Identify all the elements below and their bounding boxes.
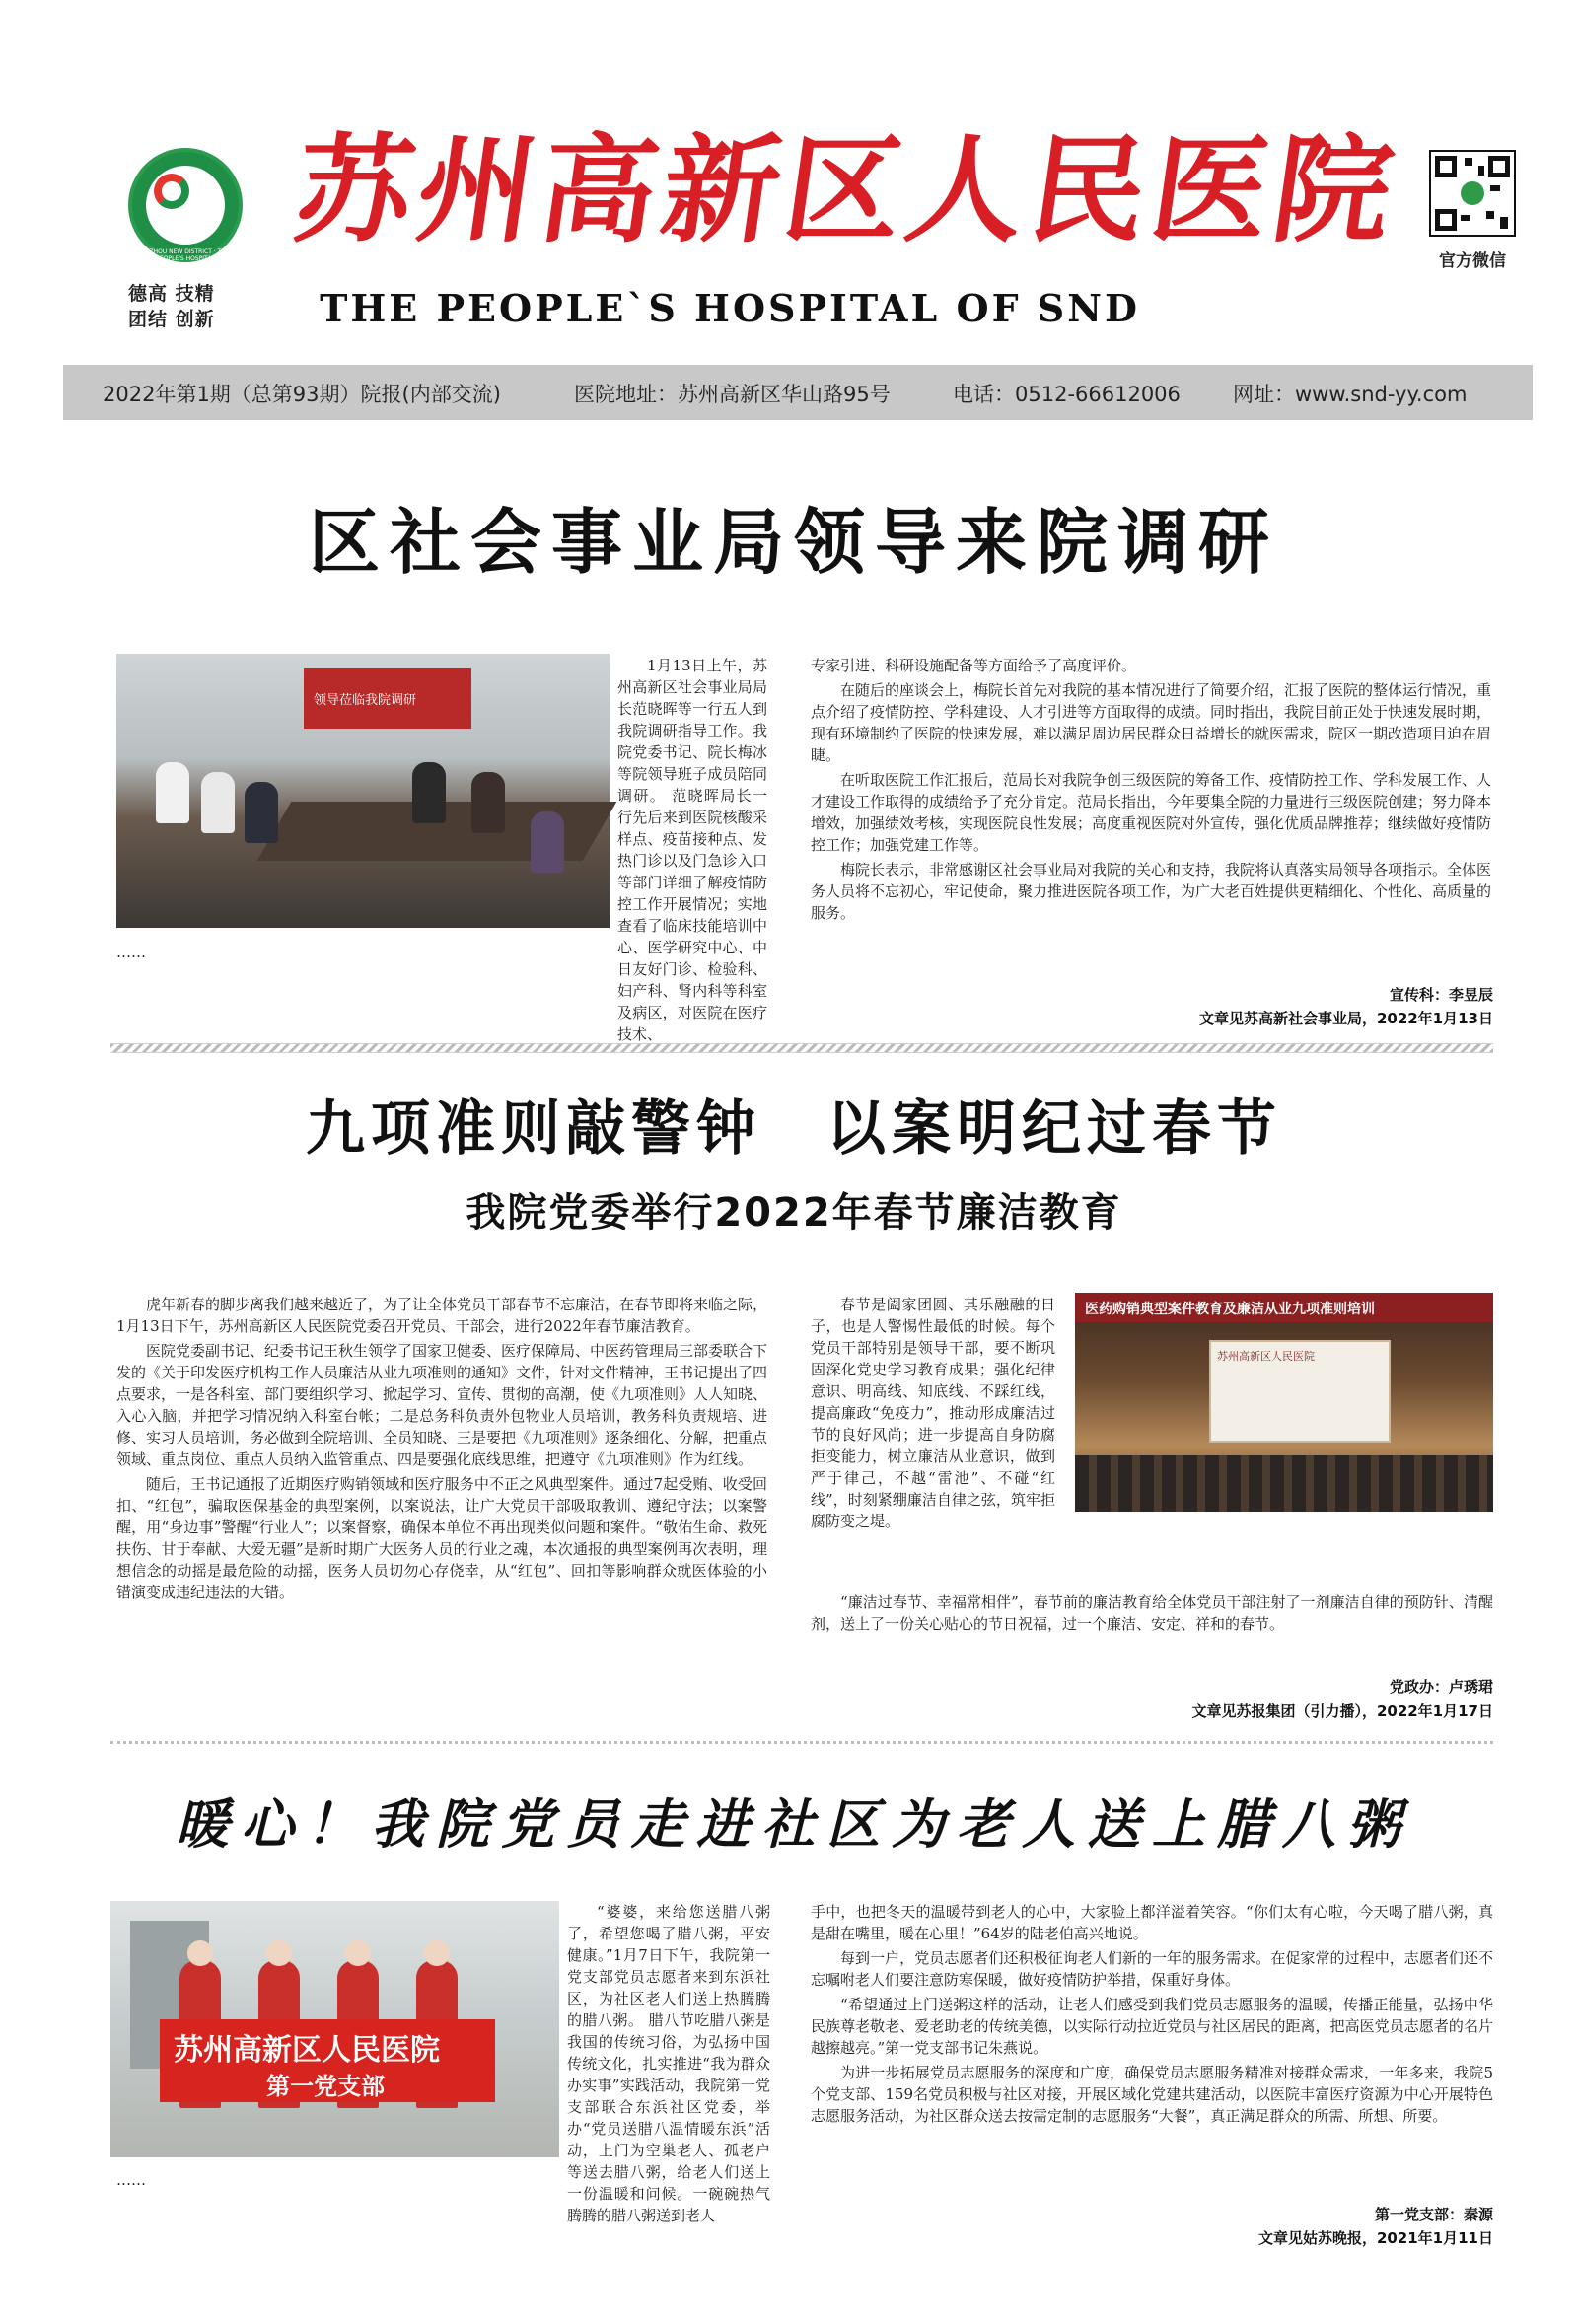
article3-headline: 暖心！我院党员走进社区为老人送上腊八粥 xyxy=(176,1793,1412,1856)
article3-side-text: “婆婆，来给您送腊八粥了，希望您喝了腊八粥，平安健康。”1月7日下午，我院第一党支部党员志愿者来到东浜社区，为社区老人们送上热腾腾的腊八粥。 腊八节吃腊八粥是我国的传统习俗，为弘扬中国传统文化，扎实推进“我为群众办实事”实践活动，我院第一党支部联合东浜社区党委，举办“党员送腊八温情暖东浜”活动，上门为空巢老人、孤老户等送去腊八粥，给老人们送上一份温暖和问候。一碗碗热气腾腾的腊八粥送到老人 xyxy=(567,1903,770,2224)
hospital-logo xyxy=(128,148,243,262)
logo-emblem-icon xyxy=(154,174,189,209)
article3-column-2: 手中，也把冬天的温暖带到老人的心中，大家脸上都洋溢着笑容。“你们太有心啦，今天喝了腊八粥，真是甜在嘴里，暖在心里！”64岁的陆老伯高兴地说。 每到一户，党员志愿者们还积极征询老人们新的一年的服务需求。在促家常的过程中，志愿者们还不忘嘱咐老人们要注意防寒保暖，做好疫情防护举措，保重好身体。 “希望通过上门送粥这样的活动，让老人们感受到我们党员志愿服务的温暖，传播正能量，弘扬中华民族尊老敬老、爱老助老的传统美德，以实际行动拉近党员与社区居民的距离，把高医党员志愿者的名片越擦越亮。”第一党支部书记朱燕说。 为进一步拓展党员志愿服务的深度和广度，确保党员志愿服务精准对接群众需求，一年多来，我院5个党支部、159名党员积极与社区对接，开展区域化党建共建活动，以医院丰富医疗资源为中心开展特色志愿服务活动，为社区群众送去按需定制的志愿服务“大餐”，真正满足群众的所需、所想、所要。 xyxy=(811,1903,1493,2125)
newspaper-title: 苏州高新区人民医院 xyxy=(286,121,1407,258)
presentation-slide: 苏州高新区人民医院 xyxy=(1209,1340,1391,1443)
article2-source: 文章见苏报集团（引力播），2022年1月17日 xyxy=(1191,1702,1493,1720)
motto-line-2: 团结 创新 xyxy=(128,309,215,330)
article1-author: 宣传科：李昱辰 xyxy=(1389,986,1493,1004)
article3-source: 文章见姑苏晚报，2021年1月11日 xyxy=(1257,2229,1493,2247)
article2-side-text: 春节是阖家团圆、其乐融融的日子，也是人警惕性最低的时候。每个党员干部特别是领导干部，要不断巩固深化党史学习教育成果；强化纪律意识、明高线、知底线、不踩红线，提高廉政“免疫力”，推动形成廉洁过节的良好风尚；进一步提高自身防腐拒变能力，树立廉洁从业意识，做到严于律己，不越“雷池”、不碰“红线”，时刻紧绷廉洁自律之弦，筑牢拒腐防变之堤。 xyxy=(811,1296,1055,1530)
article3-continued-note: …… xyxy=(116,2171,146,2189)
hospital-motto xyxy=(128,281,256,332)
wechat-qr-code-icon[interactable] xyxy=(1429,150,1516,237)
article2-author: 党政办：卢琇珺 xyxy=(1389,1678,1493,1696)
hospital-address: 医院地址：苏州高新区华山路95号 xyxy=(574,383,891,406)
hospital-website[interactable]: 网址：www.snd-yy.com xyxy=(1233,383,1468,406)
qr-label: 官方微信 xyxy=(1439,251,1506,271)
article1-side-text: 1月13日上午，苏州高新区社会事业局局长范晓晖等一行五人到我院调研指导工作。我院党委书记、院长梅冰等院领导班子成员陪同调研。 范晓晖局长一行先后来到医院核酸采样点、疫苗接种点、发热门诊以及门急诊入口等部门详细了解疫情防控工作开展情况；实地查看了临床技能培训中心、医学研究中心、中日友好门诊、检验科、妇产科、肾内科等科室及病区，对医院在医疗技术、 xyxy=(617,657,767,1043)
meeting-screen: 领导莅临我院调研 xyxy=(304,668,471,729)
article3-photo xyxy=(110,1901,559,2157)
article1-source: 文章见苏高新社会事业局，2022年1月13日 xyxy=(1198,1010,1493,1027)
section-divider-2 xyxy=(110,1741,1493,1744)
party-branch-banner: 苏州高新区人民医院 第一党支部 xyxy=(160,2019,495,2102)
article2-subheadline: 我院党委举行2022年春节廉洁教育 xyxy=(466,1190,1122,1235)
article2-column-2-rest: “廉洁过春节、幸福常相伴”，春节前的廉洁教育给全体党员干部注射了一剂廉洁自律的预防针、清醒剂，送上了一份关心贴心的节日祝福，过一个廉洁、安定、祥和的春节。 xyxy=(811,1593,1493,1633)
article1-headline: 区社会事业局领导来院调研 xyxy=(308,500,1279,584)
article2-photo xyxy=(1075,1293,1493,1512)
hospital-phone: 电话：0512-66612006 xyxy=(953,383,1181,406)
article1-column-2: 专家引进、科研设施配备等方面给予了高度评价。 在随后的座谈会上，梅院长首先对我院的基本情况进行了简要介绍，汇报了医院的整体运行情况，重点介绍了疫情防控、学科建设、人才引进等方面取得的成绩。同时指出，我院目前正处于快速发展时期，现有环境制约了医院的快速发展，难以满足周边居民群众日益增长的就医需求，院区一期改造项目迫在眉睫。 在听取医院工作汇报后，范局长对我院争创三级医院的筹备工作、疫情防控工作、学科发展工作、人才建设工作取得的成绩给予了充分肯定。范局长指出，今年要集全院的力量进行三级医院创建；努力降本增效，加强绩效考核，实现医院良性发展；高度重视医院对外宣传，强化优质品牌推荐；继续做好疫情防控工作；加强党建工作等。 梅院长表示，非常感谢区社会事业局对我院的关心和支持，我院将认真落实局领导各项指示。全体医务人员将不忘初心，牢记使命，聚力推进医院各项工作，为广大老百姓提供更精细化、个性化、高质量的服务。 xyxy=(811,657,1492,922)
article3-author: 第一党支部：秦源 xyxy=(1374,2206,1493,2223)
motto-line-1: 德高 技精 xyxy=(128,283,215,305)
article1-photo xyxy=(116,654,610,928)
logo-center xyxy=(146,166,225,245)
logo-ring-text: SUZHOU NEW DISTRICT · THE PEOPLE'S HOSPITAL xyxy=(141,248,230,262)
issue-number: 2022年第1期（总第93期）院报(内部交流) xyxy=(103,383,501,406)
article1-continued-note: …… xyxy=(116,944,146,961)
newspaper-title-english: THE PEOPLE`S HOSPITAL OF SND xyxy=(320,286,1140,330)
training-banner: 医药购销典型案件教育及廉洁从业九项准则培训 xyxy=(1075,1293,1493,1322)
section-divider-1 xyxy=(110,1043,1493,1053)
issue-info-bar xyxy=(63,365,1533,420)
article2-column-1: 虎年新春的脚步离我们越来越近了，为了让全体党员干部春节不忘廉洁，在春节即将来临之际，1月13日下午，苏州高新区人民医院党委召开党员、干部会，进行2022年春节廉洁教育。 医院党委副书记、纪委书记王秋生领学了国家卫健委、医疗保障局、中医药管理局三部委联合下发的《关于印发医疗机构工作人员廉洁从业九项准则的通知》文件，针对文件精神，王书记提出了四点要求，一是各科室、部门要组织学习、掀起学习、宣传、贯彻的高潮，使《九项准则》人人知晓、入心入脑，并把学习情况纳入科室台帐；二是总务科负责外包物业人员培训，教务科负责规培、进修、实习人员培训，务必做到全院培训、全员知晓、三是要把《九项准则》逐条细化、分解，把重点领域、重点岗位、重点人员纳入监管重点、四是要强化底线思维，把遵守《九项准则》作为红线。 随后，王书记通报了近期医疗购销领域和医疗服务中不正之风典型案件。通过7起受贿、收受回扣、“红包”，骗取医保基金的典型案例，以案说法，让广大党员干部吸取教训、遵纪守法；以案警醒，用“身边事”警醒“行业人”；以案督察，确保本单位不再出现类似问题和案件。“敬佑生命、救死扶伤、甘于奉献、大爱无疆”是新时期广大医务人员的行业之魂，本次通报的典型案例再次表明，理想信念的动摇是最危险的动摇，医务人员切勿心存侥幸，从“红包”、回扣等影响群众就医体验的小错演变成违纪违法的大错。 xyxy=(116,1296,768,1601)
article2-headline: 九项准则敲警钟 以案明纪过春节 xyxy=(306,1094,1282,1163)
